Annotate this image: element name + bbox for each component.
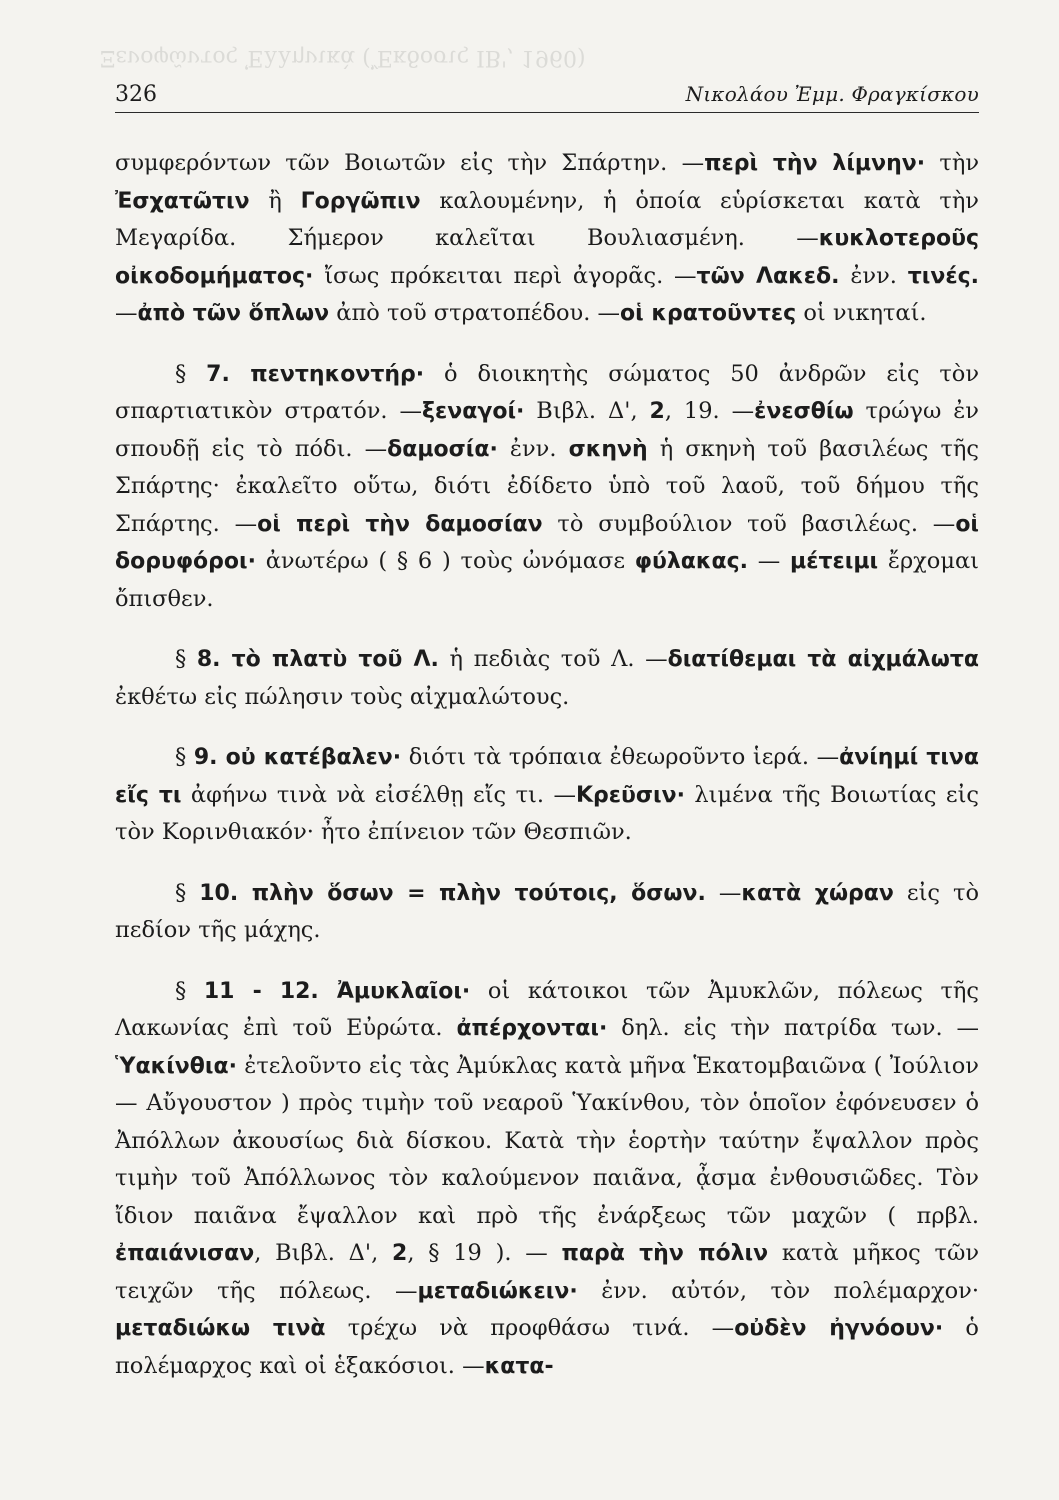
bold-term: οἱ περὶ τὴν δαμοσίαν (257, 511, 543, 537)
bold-term: Ἐσχατῶτιν (115, 188, 250, 214)
text-segment: οἱ κάτοικοι τῶν Ἀμυκλῶν, πόλεως τῆς Λακωνίας ἐπὶ τοῦ Εὐρώτα. (115, 977, 979, 1041)
text-segment: ἡ πεδιὰς τοῦ Λ. — (438, 646, 668, 672)
text-segment: Βιβλ. Δ', (524, 398, 650, 424)
text-segment: ἢ (249, 187, 301, 214)
bold-term: 2 (649, 399, 665, 424)
bold-term: δαμοσία· (387, 436, 498, 462)
bold-term: 11 - 12. Ἀμυκλαῖοι· (203, 978, 471, 1004)
page-body (115, 145, 979, 1408)
bold-term: ἀνίημί τινα εἴς τι (115, 745, 980, 808)
bold-term: ξεναγοί· (422, 399, 525, 424)
bold-term: παρὰ τὴν πόλιν (561, 1241, 769, 1266)
running-head: Νικολάου Ἐμμ. Φραγκίσκου (685, 82, 979, 106)
bold-term: ἀπὸ τῶν ὅπλων (137, 301, 330, 326)
bold-term: Ὑακίνθια· (115, 1053, 237, 1079)
text-segment: ἐνν. (839, 262, 908, 289)
text-segment: § (175, 977, 204, 1004)
bold-term: οὐδὲν ἠγνόουν· (734, 1316, 944, 1341)
text-segment: ἐκθέτω εἰς πώλησιν τοὺς αἰχμαλώτους. (115, 683, 570, 710)
bold-term: κατὰ χώραν (741, 880, 894, 906)
bleed-through-text: Ξενοφῶντος Ἑλληνικὰ (Ἔκδοσις ΙΒ', 1960) (100, 45, 586, 70)
text-segment: , § 19 ). — (407, 1240, 562, 1266)
text-segment: — (115, 300, 138, 326)
text-segment: ἐτελοῦντο εἰς τὰς Ἀμύκλας κατὰ μῆνα Ἑκατομβαιῶνα ( Ἰούλιον— Αὔγουστον ) πρὸς τιμὴν τοῦ νεαροῦ Ὑακίνθου, τὸν ὁποῖον ἐφόνευσεν ὁ Ἀπόλλων ἀκουσίως διὰ δίσκου. Κατὰ τὴν ἑορτὴν ταύτην ἔψαλλον πρὸς τιμὴν τοῦ Ἀπόλλωνος τὸν καλούμενον παιᾶνα, ᾆσμα ἐνθουσιῶδες. Τὸν ἴδιον παιᾶνα ἔψαλλον καὶ πρὸ τῆς ἐνάρξεως τῶν μαχῶν ( πρβλ. (115, 1052, 979, 1229)
paragraph (115, 875, 979, 950)
bold-term: Κρεῦσιν· (576, 782, 685, 808)
bold-term: ἀπέρχονται· (456, 1016, 608, 1041)
text-segment: τὴν (925, 150, 979, 176)
text-segment: § (175, 360, 207, 387)
bold-term: κατα- (484, 1353, 554, 1379)
bold-term: τινές. (907, 263, 979, 289)
text-segment: κατὰ μῆκος τῶν τειχῶν τῆς πόλεως. — (115, 1240, 979, 1304)
text-segment: , Βιβλ. Δ', (254, 1240, 392, 1266)
text-segment: συμφερόντων τῶν Βοιωτῶν εἰς τὴν Σπάρτην. — (115, 150, 705, 176)
text-segment: ἔρχομαι ὄπισθεν. (115, 548, 979, 612)
text-segment: ἐνν. (497, 435, 569, 462)
text-segment: ἀπὸ τοῦ στρατοπέδου. — (329, 300, 621, 326)
paragraph (115, 356, 979, 619)
bold-term: οἱ κρατοῦντες (620, 301, 797, 326)
bold-term: περὶ τὴν λίμνην· (704, 151, 926, 176)
text-segment: τρέχω νὰ προφθάσω τινά. — (325, 1315, 735, 1341)
text-segment: καλουμένην, ἡ ὁποία εὑρίσκεται κατὰ τὴν Μεγαρίδα. Σήμερον καλεῖται Βουλιασμένη. — (115, 187, 979, 251)
bold-term: οἱ δορυφόροι· (115, 511, 979, 574)
bold-term: 8. τὸ πλατὺ τοῦ Λ. (196, 647, 439, 672)
text-segment: ἀνωτέρω ( § 6 ) τοὺς ὠνόμασε (255, 548, 635, 574)
text-segment: § (175, 744, 194, 770)
text-segment: ὁ πολέμαρχος καὶ οἱ ἑξακόσιοι. — (115, 1315, 979, 1379)
text-segment: εἰς τὸ πεδίον τῆς μάχης. (115, 879, 979, 943)
paragraph (115, 641, 979, 716)
bold-term: ἐνεσθίω (754, 399, 854, 424)
bold-term: κυκλοτεροῦς οἰκοδομήματος· (115, 226, 979, 289)
bold-term: φύλακας. (634, 549, 749, 574)
paragraph (115, 145, 979, 333)
bold-term: 9. οὐ κατέβαλεν· (193, 745, 402, 770)
bold-term: 10. πλὴν ὅσων = πλὴν τούτοις, ὅσων. (199, 880, 706, 906)
text-segment: ὁ διοικητὴς σώματος 50 ἀνδρῶν εἰς τὸν σπαρτιατικὸν στρατόν. — (115, 360, 980, 424)
paragraph (115, 973, 979, 1386)
bold-term: σκηνὴ (568, 436, 648, 462)
bold-term: μέτειμι (790, 549, 879, 574)
text-segment: — (705, 879, 742, 906)
page-number: 326 (115, 82, 157, 107)
bold-term: ἐπαιάνισαν (115, 1241, 255, 1266)
text-segment: ἡ σκηνὴ τοῦ βασιλέως τῆς Σπάρτης· ἐκαλεῖτο οὕτω, διότι ἐδίδετο ὑπὸ τοῦ λαοῦ, τοῦ δήμου τῆς Σπάρτης. — (115, 435, 980, 537)
bold-term: 2 (392, 1241, 408, 1266)
text-segment: τὸ συμβούλιον τοῦ βασιλέως. — (542, 510, 956, 537)
text-segment: διότι τὰ τρόπαια ἐθεωροῦντο ἱερά. — (401, 744, 840, 770)
bold-term: μεταδιώκειν· (417, 1278, 578, 1304)
text-segment: ἴσως πρόκειται περὶ ἀγορᾶς. — (313, 262, 697, 289)
bold-term: μεταδιώκω τινὰ (115, 1316, 326, 1341)
text-segment: § (175, 879, 200, 906)
bold-term: τῶν Λακεδ. (696, 263, 840, 289)
paragraph (115, 739, 979, 852)
text-segment: λιμένα τῆς Βοιωτίας εἰς τὸν Κορινθιακόν· ἦτο ἐπίνειον τῶν Θεσπιῶν. (115, 781, 979, 845)
text-segment: ἐνν. αὐτόν, τὸν πολέμαρχον· (577, 1277, 979, 1304)
text-segment: ἀφήνω τινὰ νὰ εἰσέλθῃ εἴς τι. — (181, 781, 576, 808)
bold-term: Γοργῶπιν (300, 188, 421, 214)
text-segment: § (175, 646, 197, 672)
text-segment: τρώγω ἐν σπουδῇ εἰς τὸ πόδι. — (115, 398, 979, 462)
bold-term: 7. πεντηκοντήρ· (206, 361, 425, 387)
text-segment: οἱ νικηταί. (796, 300, 927, 326)
bold-term: διατίθεμαι τὰ αἰχμάλωτα (667, 647, 980, 672)
text-segment: , 19. — (664, 398, 755, 424)
text-segment: — (748, 548, 791, 574)
page-header (115, 78, 979, 113)
text-segment: δηλ. εἰς τὴν πατρίδα των. — (607, 1015, 979, 1041)
